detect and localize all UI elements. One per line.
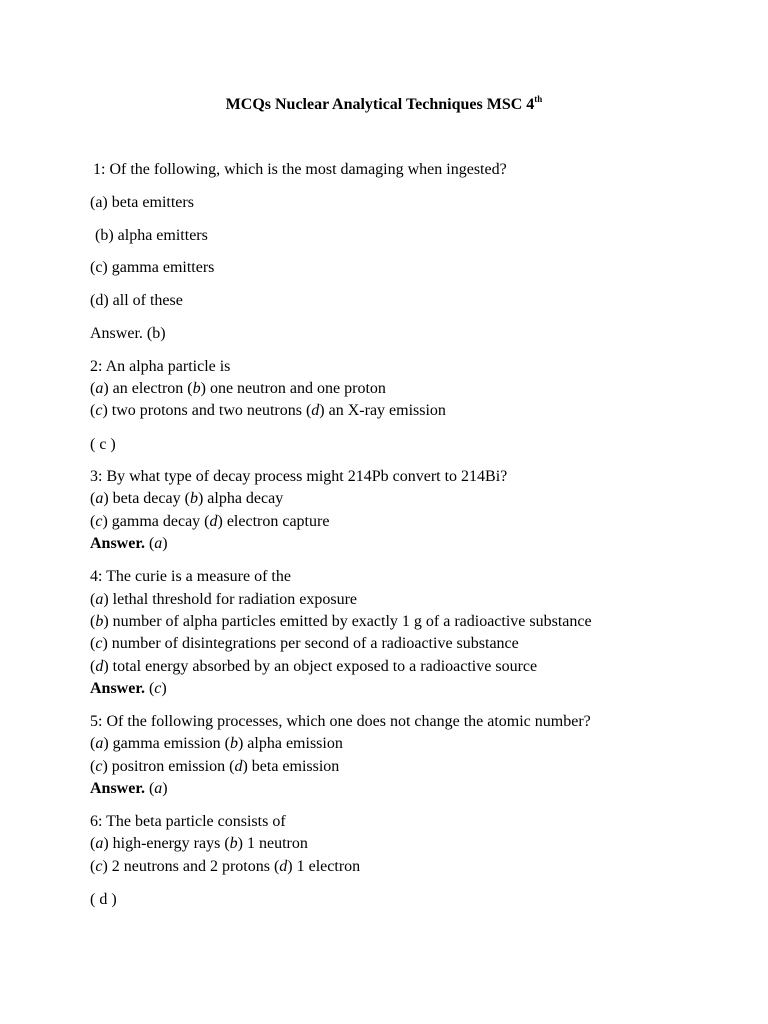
letter-c: c (95, 402, 103, 419)
answer-label: Answer. (90, 780, 145, 797)
letter-d: d (279, 858, 288, 875)
q4-option-c: (c) number of disintegrations per second of a radioactive substance (90, 635, 519, 652)
letter-b: b (229, 835, 238, 852)
q1-question: 1: Of the following, which is the most damaging when ingested? (93, 161, 507, 178)
letter-d: d (311, 402, 320, 419)
answer-letter: a (154, 535, 163, 552)
letter-c: c (95, 635, 103, 652)
q6-answer: ( d ) (90, 891, 117, 908)
q4-option-d: (d) total energy absorbed by an object exposed to a radioactive source (90, 658, 538, 675)
q5-options-ab: (a) gamma emission (b) alpha emission (90, 735, 343, 752)
q3-question: 3: By what type of decay process might 214Pb convert to 214Bi? (90, 468, 508, 485)
q2-question: 2: An alpha particle is (90, 358, 231, 375)
q1-option-d: (d) all of these (90, 292, 183, 309)
letter-c: c (95, 858, 103, 875)
letter-d: d (234, 758, 243, 775)
q5-question: 5: Of the following processes, which one does not change the atomic number? (90, 713, 591, 730)
letter-a: a (95, 380, 104, 397)
letter-c: c (95, 513, 103, 530)
q1-answer: Answer. (b) (90, 325, 166, 342)
q5-answer: Answer. (a) (90, 780, 168, 797)
answer-letter: c (154, 680, 162, 697)
q5-options-cd: (c) positron emission (d) beta emission (90, 758, 340, 775)
title-text: MCQs Nuclear Analytical Techniques MSC 4 (225, 96, 535, 113)
answer-label: Answer. (90, 680, 145, 697)
letter-d: d (209, 513, 218, 530)
letter-a: a (95, 835, 104, 852)
page-title (0, 94, 768, 114)
letter-a: a (95, 735, 104, 752)
q6-question: 6: The beta particle consists of (90, 813, 286, 830)
q2-answer: ( c ) (90, 436, 116, 453)
letter-a: a (95, 591, 104, 608)
q1-option-b: (b) alpha emitters (95, 227, 208, 244)
answer-letter: a (154, 780, 163, 797)
q1-option-a: (a) beta emitters (90, 194, 194, 211)
letter-b: b (95, 613, 104, 630)
letter-b: b (192, 380, 201, 397)
answer-label: Answer. (90, 535, 145, 552)
q4-option-a: (a) lethal threshold for radiation exposure (90, 591, 358, 608)
q2-options-cd: (c) two protons and two neutrons (d) an X-ray emission (90, 402, 446, 419)
q1-option-c: (c) gamma emitters (90, 259, 215, 276)
q2-options-ab: (a) an electron (b) one neutron and one proton (90, 380, 386, 397)
q4-option-b: (b) number of alpha particles emitted by exactly 1 g of a radioactive substance (90, 613, 592, 630)
letter-a: a (95, 490, 104, 507)
q4-question: 4: The curie is a measure of the (90, 568, 291, 585)
q3-answer: Answer. (a) (90, 535, 168, 552)
title-superscript: th (534, 94, 543, 104)
letter-b: b (229, 735, 238, 752)
letter-c: c (95, 758, 103, 775)
q3-options-cd: (c) gamma decay (d) electron capture (90, 513, 330, 530)
q6-options-ab: (a) high-energy rays (b) 1 neutron (90, 835, 308, 852)
letter-b: b (189, 490, 198, 507)
q6-options-cd: (c) 2 neutrons and 2 protons (d) 1 electron (90, 858, 361, 875)
q4-answer: Answer. (c) (90, 680, 167, 697)
letter-d: d (95, 658, 104, 675)
q3-options-ab: (a) beta decay (b) alpha decay (90, 490, 284, 507)
